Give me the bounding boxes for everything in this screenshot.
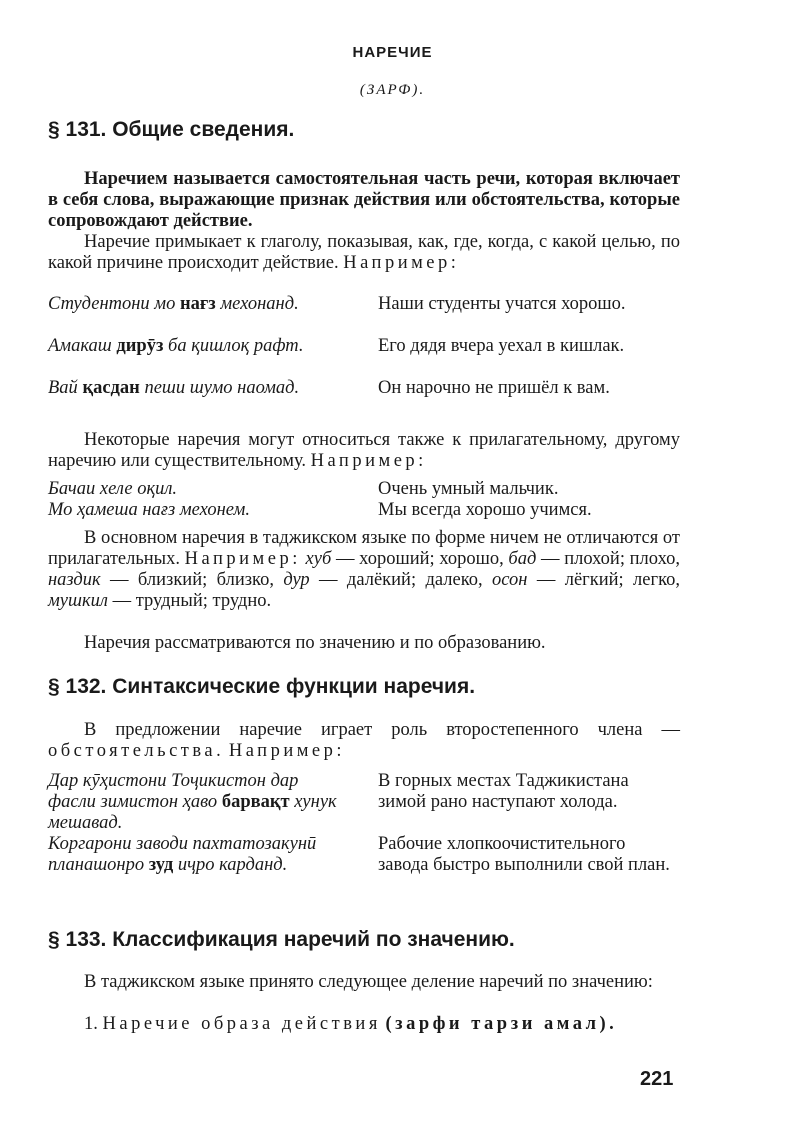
- example2-ru-1: Очень умный мальчик.: [378, 479, 559, 499]
- example-tj-adverb: барвақт: [221, 792, 290, 812]
- example-ru-2: Его дядя вчера уехал в кишлак.: [378, 336, 625, 356]
- example-gloss: — хороший; хорошо,: [331, 549, 509, 569]
- example-marker: Например:: [228, 741, 346, 761]
- section-131-heading: § 131. Общие сведения.: [48, 118, 295, 141]
- chapter-subtitle: (ЗАРФ).: [359, 82, 426, 98]
- section-131-paragraph-4: Наречия рассматриваются по значению и по образованию.: [84, 633, 546, 653]
- spaced-term: обстоятельства.: [48, 741, 225, 761]
- example-marker: Например:: [310, 451, 427, 471]
- example-word: хуб: [305, 549, 332, 569]
- paragraph-text: Наречие примыкает к глаголу, показывая, как, где, когда, с какой целью, по какой причине происходит действие.: [48, 232, 680, 273]
- chapter-title: НАРЕЧИЕ: [352, 44, 433, 61]
- example-tj-adverb: зуд: [144, 855, 178, 875]
- section-132-paragraph-1: [48, 720, 680, 762]
- example2-tj-2: Мо ҳамеша нағз мехонем.: [48, 500, 250, 520]
- example-gloss: — близкий; близко,: [100, 570, 284, 590]
- example3-tj-1: [48, 771, 348, 834]
- example-tj-text: Дар кӯҳистони Тоҷикистон дар фасли зимистон ҳаво: [48, 771, 299, 812]
- paragraph-text: В основном наречия в таджикском языке по форме ничем не отличаются от прилагательных.: [48, 528, 680, 569]
- section-133-heading: § 133. Классификация наречий по значению.: [48, 928, 515, 951]
- example-gloss: — далёкий; далеко,: [309, 570, 493, 590]
- example-tj-text: иҷро карданд.: [177, 855, 288, 875]
- paragraph-text: Некоторые наречия могут относиться также к прилагательному, другому наречию или существительному.: [48, 430, 680, 471]
- example-tj-adverb: қасдан: [77, 378, 145, 398]
- example-word: осон: [492, 570, 528, 590]
- example-tj-text: Вай: [48, 378, 78, 398]
- section-131-paragraph-2: [48, 430, 680, 472]
- example-word: дур: [283, 570, 310, 590]
- example-tj-text: Студентони мо: [48, 294, 176, 314]
- example-ru-3: Он нарочно не пришёл к вам.: [378, 378, 610, 398]
- example-ru-1: Наши студенты учатся хорошо.: [378, 294, 626, 314]
- section-131-paragraph-1: [48, 232, 680, 274]
- example3-ru-1: В горных местах Таджикистана зимой рано наступают холода.: [378, 771, 629, 812]
- list-item-1: [48, 1014, 680, 1035]
- example-tj-text: мехонанд.: [220, 294, 299, 314]
- section-132-heading: § 132. Синтаксические функции наречия.: [48, 675, 476, 698]
- example-marker: Например:: [343, 253, 460, 273]
- example-tj-text: пеши шумо наомад.: [144, 378, 300, 398]
- example3-ru-2: Рабочие хлопкоочистительного завода быстро выполнили свой план.: [378, 834, 670, 875]
- example-tj-text: ба қишлоқ рафт.: [168, 336, 304, 356]
- list-item-text: Наречие образа действия: [102, 1014, 381, 1034]
- example-tj-text: хунук мешавад.: [48, 792, 337, 833]
- example-word: наздик: [48, 570, 101, 590]
- section-131-paragraph-3: [48, 528, 680, 612]
- example-tj-text: Амакаш: [48, 336, 112, 356]
- example2-tj-1: Бачаи хеле оқил.: [48, 479, 178, 499]
- section-131-definition: Наречием называется самостоятельная часть речи, которая включает в себя слова, выражающие признак действия или обстоятельства, которые сопровождают действие.: [48, 169, 680, 231]
- section-133-paragraph-1: В таджикском языке принято следующее деление наречий по значению:: [84, 972, 653, 992]
- example-word: мушкил: [48, 591, 108, 611]
- example-gloss: — плохой; плохо,: [536, 549, 680, 569]
- example-tj-adverb: дирӯз: [111, 336, 169, 356]
- list-item-term: (зарфи тарзи амал).: [385, 1014, 618, 1034]
- paragraph-text: В предложении наречие играет роль второстепенного члена —: [84, 720, 680, 740]
- example-tj-1: [48, 294, 348, 315]
- example2-ru-2: Мы всегда хорошо учимся.: [378, 500, 592, 520]
- example-marker: Например:: [184, 549, 301, 569]
- example-tj-2: [48, 336, 348, 357]
- example-gloss: — лёгкий; легко,: [527, 570, 681, 590]
- example3-tj-2: [48, 834, 348, 876]
- list-number: 1.: [84, 1014, 98, 1034]
- example-word: бад: [508, 549, 537, 569]
- page-number: 221: [640, 1068, 674, 1090]
- example-gloss: — трудный; трудно.: [107, 591, 272, 611]
- example-tj-adverb: нағз: [175, 294, 221, 314]
- example-tj-3: [48, 378, 348, 399]
- example-tj-text: Коргарони заводи пахтатозакунӣ планашонро: [48, 834, 317, 875]
